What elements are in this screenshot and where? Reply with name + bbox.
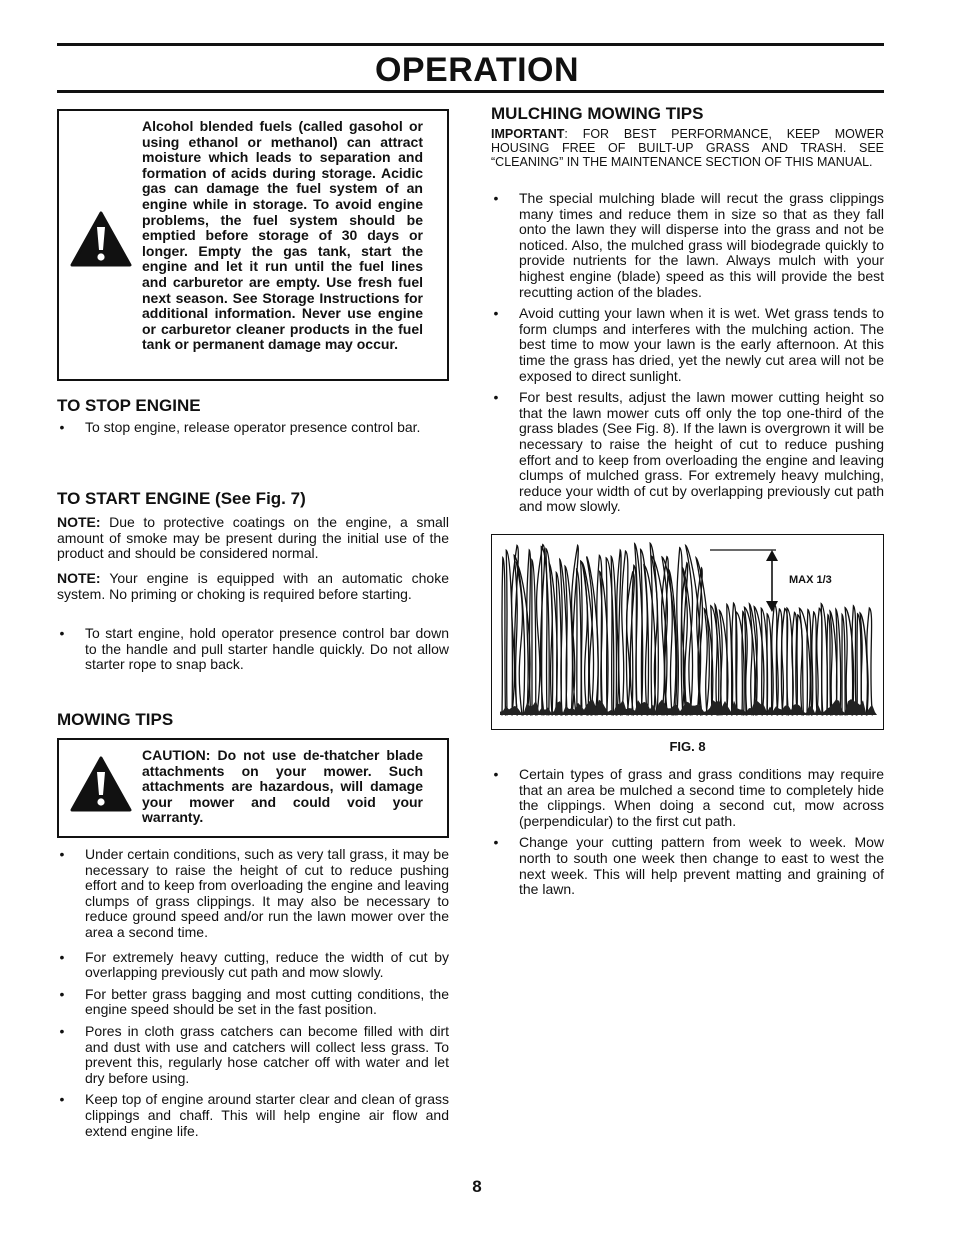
mowing-tips-heading: MOWING TIPS bbox=[57, 710, 174, 729]
grass-blade bbox=[867, 608, 872, 715]
warning-icon bbox=[70, 756, 132, 812]
stop-engine-heading: TO STOP ENGINE bbox=[57, 396, 201, 415]
grass-blade bbox=[852, 606, 856, 715]
grass-blade bbox=[644, 565, 656, 715]
grass-illustration bbox=[492, 535, 884, 730]
grass-blade bbox=[792, 612, 797, 715]
list-item: • For extremely heavy cutting, reduce the width of cut by overlapping previously cut path and mow slowly. bbox=[59, 948, 449, 981]
start-engine-note-2: NOTE: Your engine is equipped with an automatic choke system. No priming or choking is required before starting. bbox=[57, 570, 449, 602]
header-rule-top bbox=[57, 43, 884, 46]
grass-blade bbox=[502, 558, 506, 715]
list-item: • Under certain conditions, such as very tall grass, it may be necessary to raise the height of cut to reduce pushing effort and to keep from overloading the engine and leaving clumps of grass clippings. It may also be necessary to reduce ground speed and/or run the lawn mower over the area a second time. bbox=[59, 846, 449, 940]
grass-height-figure bbox=[491, 534, 884, 730]
grass-blade bbox=[541, 547, 549, 715]
grass-blade bbox=[860, 613, 867, 715]
page-title: OPERATION bbox=[374, 51, 580, 89]
mulching-list bbox=[491, 191, 884, 521]
grass-blade bbox=[577, 570, 582, 715]
list-item: • The special mulching blade will recut the grass clippings many times and reduce them in size so that as they fall onto the lawn they will disperse into the grass and not be noticed. Also, the mulched grass will biodegrade quickly to provide nutrients for the lawn. Always mulch with your highest engine (blade) speed as this will provide the best recutting action of the blades. bbox=[493, 190, 884, 300]
list-item: • Change your cutting pattern from week to week. Mow north to south one week then change to east to west the next week. This will help prevent matting and graining of the lawn. bbox=[493, 834, 884, 898]
max-label: MAX 1/3 bbox=[789, 574, 832, 586]
caution-box bbox=[57, 738, 449, 838]
grass-blade bbox=[711, 606, 719, 715]
mulching-heading: MULCHING MOWING TIPS bbox=[491, 104, 704, 123]
fuel-warning-text: Alcohol blended fuels (called gasohol or using ethanol or methanol) can attract moisture which leads to separation and formation of acids during storage. Acidic gas can damage the fuel system of an engine while in storage. To avoid engine problems, the fuel system should be emptied before storage of 30 days or longer. Empty the gas tank, start the engine and let it run until the fuel lines and carburetor are empty. Use fresh fuel next season. See Storage Instructions for additional information. Never use engine or carburetor cleaner products in the fuel tank or permanent damage may occur. bbox=[142, 118, 423, 353]
mulching-more-list bbox=[491, 767, 884, 904]
grass-blade bbox=[830, 611, 837, 715]
grass-blades bbox=[500, 543, 877, 715]
mowing-tips-list bbox=[57, 847, 449, 1145]
grass-blade bbox=[537, 545, 545, 715]
start-engine-list bbox=[57, 626, 449, 679]
grass-blade bbox=[736, 612, 744, 715]
grass-blade bbox=[506, 550, 512, 715]
list-item: • To stop engine, release operator presence control bar. bbox=[59, 419, 421, 435]
grass-blade bbox=[606, 558, 614, 715]
arrow-up-icon bbox=[766, 550, 778, 561]
grass-blade bbox=[821, 604, 827, 715]
list-item: • To start engine, hold operator presence control bar down to the handle and pull starter handle quickly. Do not allow starter rope to snap back. bbox=[59, 625, 449, 673]
list-item: • Keep top of engine around starter clear and clean of grass clippings and chaff. This will help engine air flow and extend engine life. bbox=[59, 1091, 449, 1139]
header-rule-bottom bbox=[57, 90, 884, 93]
list-item: • Avoid cutting your lawn when it is wet. Wet grass tends to form clumps and interferes with the mulching action. The best time to mow your lawn is the early afternoon. At this time the grass has dried, yet the newly cut area will not be exposed to direct sunlight. bbox=[493, 305, 884, 384]
grass-blade bbox=[842, 615, 845, 715]
grass-blade bbox=[812, 612, 817, 715]
figure-caption: FIG. 8 bbox=[669, 739, 706, 754]
grass-blade bbox=[797, 615, 803, 715]
list-item: • For better grass bagging and most cutting conditions, the engine speed should be set in the fast position. bbox=[59, 985, 449, 1018]
warning-icon bbox=[70, 211, 132, 267]
grass-blade bbox=[617, 550, 621, 715]
stop-engine-list bbox=[57, 420, 449, 442]
start-engine-heading: TO START ENGINE (See Fig. 7) bbox=[57, 489, 306, 508]
grass-blade bbox=[827, 615, 831, 715]
start-engine-note-1: NOTE: Due to protective coatings on the engine, a small amount of smoke may be present during the initial use of the product and should be considered normal. bbox=[57, 514, 449, 562]
grass-blade bbox=[836, 609, 841, 715]
grass-blade bbox=[799, 608, 810, 715]
list-item: • Pores in cloth grass catchers can become filled with dirt and dust with use and catchers will collect less grass. To prevent this, regularly hose catcher off with water and let dry before using. bbox=[59, 1022, 449, 1086]
grass-blade bbox=[532, 560, 536, 715]
mulching-important: IMPORTANT: FOR BEST PERFORMANCE, KEEP MOWER HOUSING FREE OF BUILT-UP GRASS AND TRASH. SEE “CLEANING” IN THE MAINTENANCE SECTION OF THIS MANUAL. bbox=[491, 127, 884, 169]
caution-text: CAUTION: Do not use de-thatcher blade attachments on your mower. Such attachments are hazardous, will damage your mower and could void your warranty. bbox=[142, 747, 423, 826]
grass-blade bbox=[727, 604, 732, 715]
page-number: 8 bbox=[472, 1177, 482, 1196]
fuel-warning-box bbox=[57, 109, 449, 381]
grass-blade bbox=[565, 566, 572, 715]
list-item: • Certain types of grass and grass conditions may require that an area be mulched a second time to completely hide the clippings. When doing a second cut, mow across (perpendicular) to the first cut path. bbox=[493, 766, 884, 829]
grass-blade bbox=[556, 573, 561, 715]
list-item: • For best results, adjust the lawn mower cutting height so that the lawn mower cuts off only the top one-third of the grass blades (See Fig. 8). If the lawn is overgrown it will be necessary to raise the height of cut to reduce pushing effort and to keep from overloading the engine and leaving clumps of mulched grass. For extremely heavy mulching, reduce your width of cut by overlapping previously cut path and mow slowly. bbox=[493, 389, 884, 515]
